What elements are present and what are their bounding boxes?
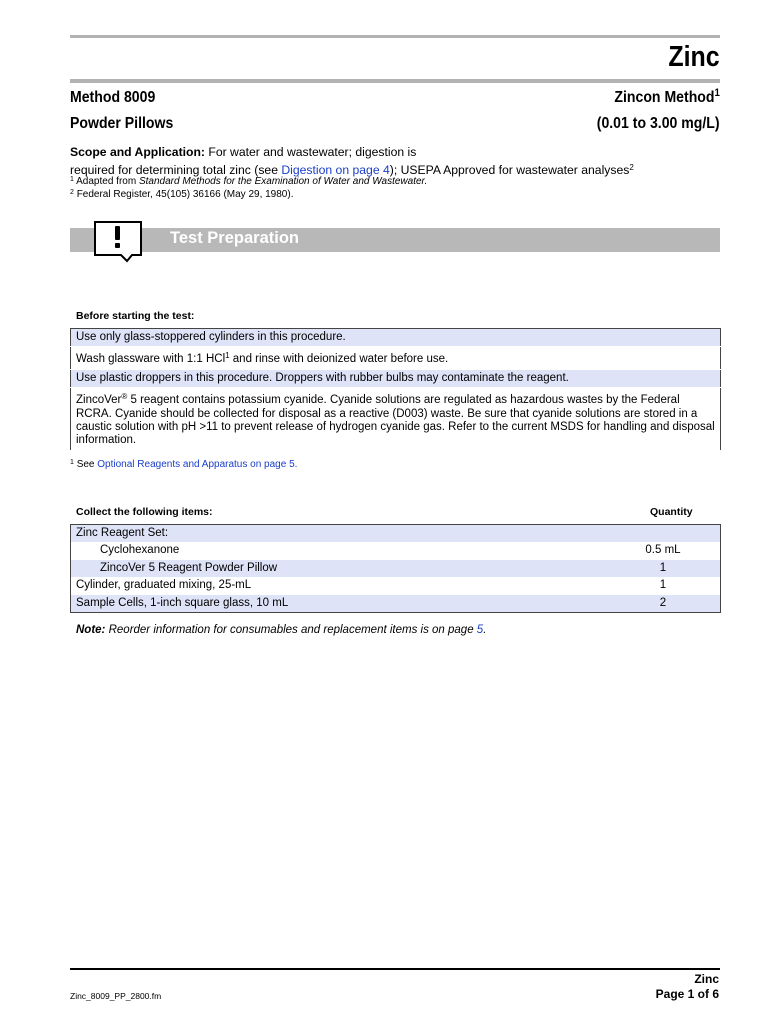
page-5-link[interactable]: 5	[476, 624, 484, 636]
table-row: Use only glass-stoppered cylinders in this procedure.	[71, 329, 721, 347]
footer-title: Zinc	[694, 972, 719, 986]
footer-rule	[70, 968, 720, 970]
method-name: Zincon Method$^1$	[614, 87, 720, 106]
table-row: Use plastic droppers in this procedure. Droppers with rubber bulbs may contaminate the reagent.	[71, 369, 721, 387]
footnote-2: $^2$ Federal Register, 45(105) 36166 (May 29, 1980).	[70, 189, 294, 200]
caution-exclamation-icon	[94, 221, 146, 276]
scope-label: Scope and Application:	[70, 145, 205, 159]
digestion-link[interactable]: Digestion on page 4	[281, 163, 390, 177]
footnote-1: $^1$ Adapted from Standard Methods for the Examination of Water and Wastewater.	[70, 176, 428, 187]
items-table	[70, 524, 721, 613]
quantity-header: Quantity	[650, 506, 693, 518]
scope-and-application	[70, 144, 720, 178]
footer-page-number: Page 1 of 6	[655, 987, 719, 1001]
before-start-table	[70, 328, 721, 451]
optional-reagents-link[interactable]: Optional Reagents and Apparatus on page 5.	[97, 459, 298, 470]
scope-text-3: ); USEPA Approved for wastewater analyses	[389, 163, 630, 177]
scope-text-2: required for determining total zinc (see	[70, 163, 278, 177]
table-row: Wash glassware with 1:1 HCl$^1$ and rinse with deionized water before use.	[71, 347, 721, 369]
page-title: Zinc	[668, 41, 720, 73]
table-row: Cyclohexanone 0.5 mL	[100, 544, 681, 557]
scope-text-1: For water and wastewater; digestion is	[208, 145, 417, 159]
table-row: Zinc Reagent Set:	[71, 525, 721, 543]
scope-sup: 2	[629, 163, 634, 172]
method-number: Method 8009	[70, 89, 156, 106]
reorder-note: Note: Reorder information for consumables and replacement items is on page 5.	[76, 624, 487, 636]
method-range: (0.01 to 3.00 mg/L)	[597, 115, 720, 132]
collect-label: Collect the following items:	[76, 506, 213, 518]
header-rule	[70, 79, 720, 83]
method-format: Powder Pillows	[70, 115, 174, 132]
table-row: ZincoVer 5 Reagent Powder Pillow 1	[71, 560, 721, 577]
table-row: Sample Cells, 1-inch square glass, 10 mL 2	[71, 595, 721, 613]
test-preparation-title: Test Preparation	[170, 229, 299, 247]
table-row: ZincoVer® 5 reagent contains potassium cyanide. Cyanide solutions are regulated as hazardous wastes by the Federal RCRA. Cyanide should be collected for disposal as a reactive (D003) waste. Be sure that cyanide solutions are stored in a caustic solution with pH >11 to prevent release of hydrogen cyanide gas. Refer to the current MSDS for handling and disposal information.	[71, 388, 721, 451]
before-start-label: Before starting the test:	[76, 310, 195, 322]
table-footnote: $^1$ See Optional Reagents and Apparatus on page 5.	[70, 459, 298, 470]
footer-filename: Zinc_8009_PP_2800.fm	[70, 991, 162, 1001]
table-row: Cylinder, graduated mixing, 25-mL 1	[76, 579, 667, 592]
test-preparation-bar	[70, 228, 720, 252]
top-rule	[70, 35, 720, 38]
